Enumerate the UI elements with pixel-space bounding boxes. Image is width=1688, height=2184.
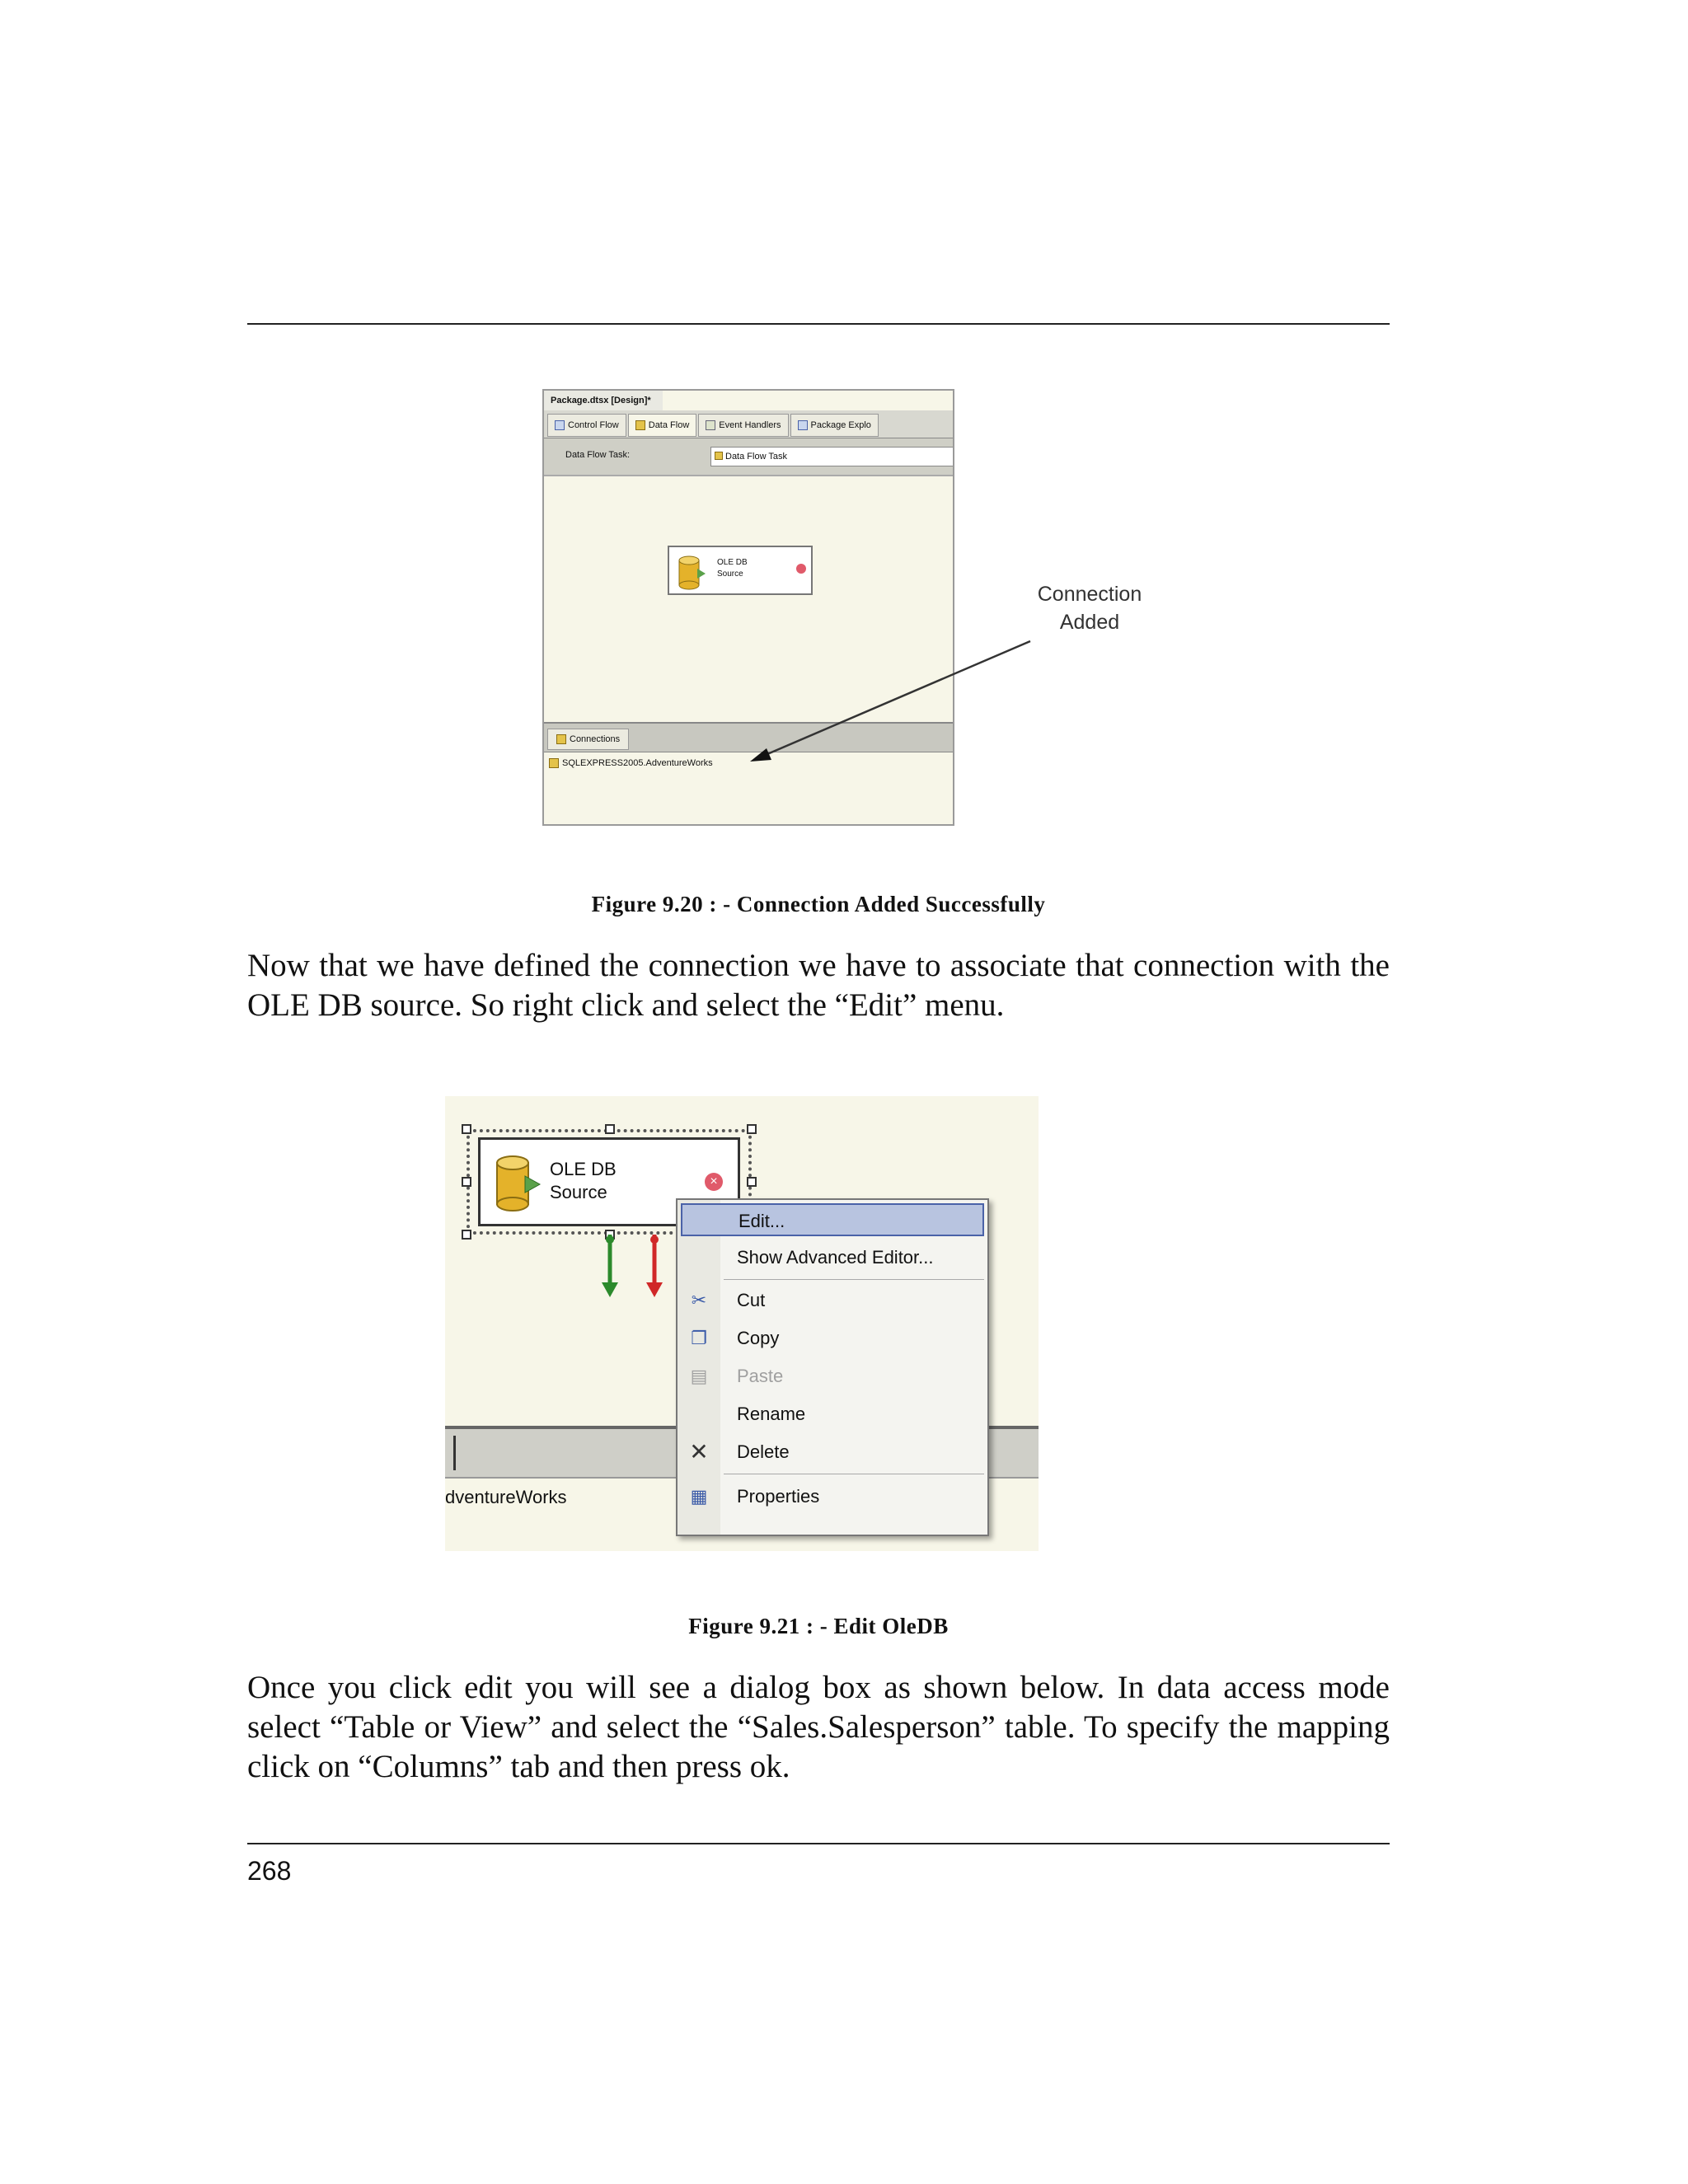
connections-tab[interactable]: Connections — [547, 729, 629, 750]
tab-package-explorer[interactable]: Package Explo — [790, 414, 879, 437]
selection-handle[interactable] — [462, 1124, 471, 1134]
ole-db-source-component[interactable] — [668, 546, 813, 595]
error-icon — [796, 564, 806, 574]
designer-tabstrip — [544, 410, 953, 438]
connection-item-fragment[interactable]: dventureWorks — [445, 1487, 567, 1507]
paragraph-2: Once you click edit you will see a dialog box as shown below. In data access mode select “Table or View” and select the “Sales.Salesperson” table. To specify the mapping click on “Columns” tab and then press ok. — [247, 1670, 1390, 1784]
scissors-icon: ✂ — [691, 1290, 707, 1310]
paste-icon: ▤ — [690, 1366, 708, 1386]
menu-item-paste[interactable]: ▤ Paste — [690, 1366, 784, 1386]
database-source-icon — [676, 554, 712, 590]
menu-item-cut[interactable]: ✂ Cut — [681, 1284, 984, 1317]
header-rule — [247, 323, 1390, 325]
footer-rule — [247, 1843, 1390, 1844]
event-handlers-icon — [706, 420, 715, 430]
figure-caption-9-20: Figure 9.20 : - Connection Added Successfully — [591, 892, 1046, 916]
component-label-line2: Source — [550, 1182, 607, 1202]
selection-handle[interactable] — [605, 1124, 615, 1134]
menu-item-edit[interactable]: Edit... — [681, 1203, 984, 1236]
selection-handle[interactable] — [462, 1230, 471, 1240]
splitter[interactable] — [453, 1436, 456, 1470]
package-explorer-icon — [798, 420, 808, 430]
data-flow-icon — [635, 420, 645, 430]
menu-item-properties[interactable]: ▦ Properties — [690, 1486, 820, 1507]
component-label-line1: OLE DB — [717, 558, 748, 567]
selection-handle[interactable] — [747, 1177, 757, 1187]
page-number: 268 — [247, 1856, 292, 1886]
connection-item[interactable]: SQLEXPRESS2005.AdventureWorks — [549, 758, 713, 768]
connections-bar — [544, 722, 953, 752]
menu-item-copy[interactable]: ❐ Copy — [681, 1322, 984, 1355]
tab-control-flow[interactable]: Control Flow — [547, 414, 626, 437]
database-source-icon — [492, 1153, 546, 1214]
context-menu — [676, 1198, 989, 1536]
delete-x-icon: ✕ — [689, 1439, 709, 1465]
data-flow-task-select[interactable]: Data Flow Task — [710, 447, 954, 466]
tab-event-handlers[interactable]: Event Handlers — [698, 414, 788, 437]
data-flow-task-row — [544, 438, 953, 476]
menu-item-rename[interactable]: Rename — [737, 1404, 806, 1424]
menu-item-show-advanced-editor[interactable]: Show Advanced Editor... — [737, 1247, 934, 1268]
data-flow-task-label: Data Flow Task: — [565, 450, 631, 460]
annotation-connection-added: Connection Added — [1037, 583, 1142, 634]
figure-connection-added-screenshot — [542, 389, 954, 826]
selection-handle[interactable] — [747, 1124, 757, 1134]
paragraph-1: Now that we have defined the connection we have to associate that connection with the OLE DB source. So right click and select the “Edit” menu. — [247, 948, 1390, 1023]
designer-window-tab[interactable]: Package.dtsx [Design]* — [544, 391, 663, 412]
task-icon — [715, 452, 723, 460]
tab-data-flow[interactable]: Data Flow — [628, 414, 697, 437]
connection-manager-icon — [549, 758, 559, 768]
copy-icon: ❐ — [691, 1328, 707, 1348]
figure-caption-9-21: Figure 9.21 : - Edit OleDB — [688, 1614, 949, 1638]
control-flow-icon — [555, 420, 565, 430]
selection-handle[interactable] — [462, 1177, 471, 1187]
component-label-line1: OLE DB — [550, 1159, 617, 1179]
connections-icon — [556, 734, 566, 744]
error-icon: × — [705, 1173, 723, 1191]
properties-icon: ▦ — [690, 1486, 708, 1507]
menu-separator — [724, 1279, 984, 1280]
component-label-line2: Source — [717, 569, 743, 579]
figure-edit-context-menu-screenshot — [445, 1096, 1039, 1551]
menu-item-delete[interactable]: ✕ Delete — [689, 1439, 790, 1465]
